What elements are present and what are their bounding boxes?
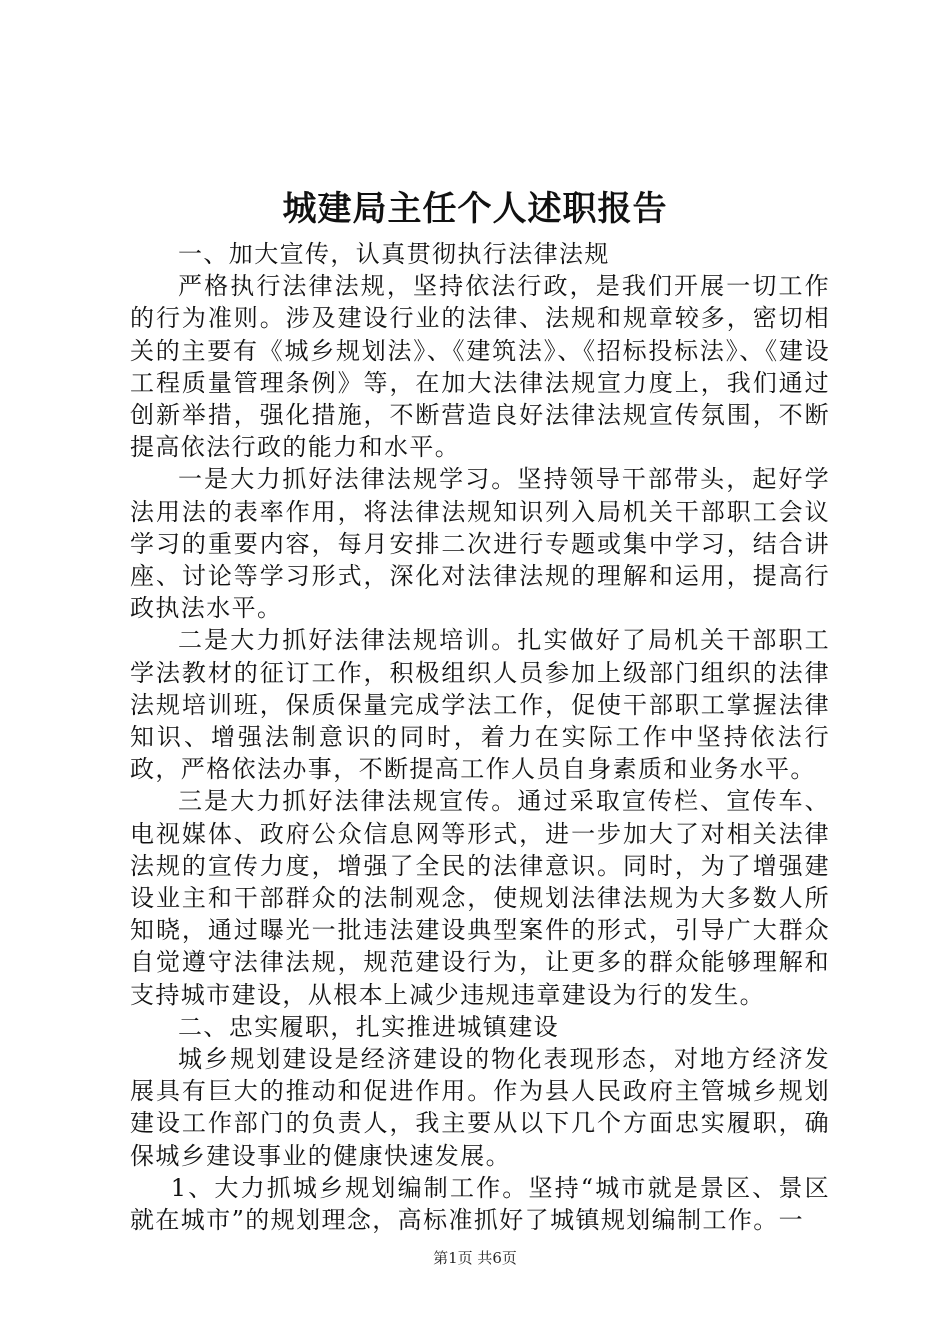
page-footer: 第1页 共6页 [433,1249,517,1267]
paragraph: 一是大力抓好法律法规学习。坚持领导干部带头，起好学法用法的表率作用，将法律法规知识列入局机关干部职工会议学习的重要内容，每月安排二次进行专题或集中学习，结合讲座、讨论等学习形式，深化对法律法规的理解和运用，提高行政执法水平。 [130,465,830,623]
numbered-paragraph: 1、大力抓城乡规划编制工作。坚持“城市就是景区、景区就在城市”的规划理念，高标准抓好了城镇规划编制工作。一 [130,1173,830,1235]
paragraph: 严格执行法律法规，坚持依法行政，是我们开展一切工作的行为准则。涉及建设行业的法律、法规和规章较多，密切相关的主要有《城乡规划法》、《建筑法》、《招标投标法》、《建设工程质量管理条例》等，在加大法律法规宣力度上，我们通过创新举措，强化措施，不断营造良好法律法规宣传氛围，不断提高依法行政的能力和水平。 [130,272,830,462]
document-body [130,238,830,1236]
section-heading-1: 一、加大宣传，认真贯彻执行法律法规 [178,240,610,268]
paragraph: 二是大力抓好法律法规培训。扎实做好了局机关干部职工学法教材的征订工作，积极组织人员参加上级部门组织的法律法规培训班，保质保量完成学法工作，促使干部职工掌握法律知识、增强法制意识的同时，着力在实际工作中坚持依法行政，严格依法办事，不断提高工作人员自身素质和业务水平。 [130,626,830,784]
paragraph: 城乡规划建设是经济建设的物化表现形态，对地方经济发展具有巨大的推动和促进作用。作为县人民政府主管城乡规划建设工作部门的负责人，我主要从以下几个方面忠实履职，确保城乡建设事业的健康快速发展。 [130,1045,830,1170]
paragraph: 三是大力抓好法律法规宣传。通过采取宣传栏、宣传车、电视媒体、政府公众信息网等形式，进一步加大了对相关法律法规的宣传力度，增强了全民的法律意识。同时，为了增强建设业主和干部群众的法制观念，使规划法律法规为大多数人所知晓，通过曝光一批违法建设典型案件的形式，引导广大群众自觉遵守法律法规，规范建设行为，让更多的群众能够理解和支持城市建设，从根本上减少违规违章建设为行的发生。 [130,787,830,1009]
section-heading-2: 二、忠实履职，扎实推进城镇建设 [178,1012,559,1041]
document-title: 城建局主任个人述职报告 [282,189,668,229]
